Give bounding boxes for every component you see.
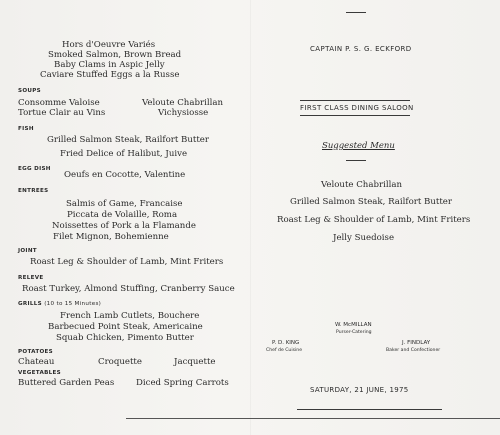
top-rule	[346, 12, 366, 13]
saloon-rule-top	[300, 100, 410, 101]
menu-item: Buttered Garden Peas	[18, 378, 115, 388]
purser-name: W. McMILLAN	[335, 322, 372, 328]
menu-item: Squab Chicken, Pimento Butter	[56, 333, 194, 343]
menu-item: Jacquette	[174, 357, 216, 367]
menu-item: Noissettes of Pork a la Flamande	[52, 221, 196, 231]
suggested-item: Jelly Suedoise	[333, 233, 395, 243]
menu-item: Chateau	[18, 357, 55, 367]
grills-note: (10 to 15 Minutes)	[44, 301, 102, 307]
date-rule	[297, 409, 442, 410]
menu-item: Salmis of Game, Francaise	[66, 199, 183, 209]
menu-item: Barbecued Point Steak, Americaine	[48, 322, 203, 332]
menu-item: Veloute Chabrillan	[142, 98, 223, 108]
menu-item: Tortue Clair au Vins	[18, 108, 106, 118]
menu-item: Smoked Salmon, Brown Bread	[48, 50, 182, 60]
suggested-item: Roast Leg & Shoulder of Lamb, Mint Friters	[277, 215, 471, 225]
suggested-item: Grilled Salmon Steak, Railfort Butter	[290, 197, 452, 207]
page-fold	[250, 0, 251, 435]
menu-item: Caviare Stuffed Eggs a la Russe	[40, 70, 180, 80]
section-header-entrees: ENTREES	[18, 188, 49, 194]
suggested-rule	[346, 160, 366, 161]
purser-title: Purser-Catering	[336, 330, 372, 335]
section-header-egg: EGG DISH	[18, 166, 51, 172]
menu-item: Filet Mignon, Bohemienne	[53, 232, 169, 242]
menu-item: Roast Leg & Shoulder of Lamb, Mint Friters	[30, 257, 224, 267]
section-header-releve: RELEVE	[18, 275, 44, 281]
menu-item: Consomme Valoise	[18, 98, 100, 108]
menu-item: Vichysiosse	[158, 108, 209, 118]
captain-name: CAPTAIN P. S. G. ECKFORD	[310, 45, 412, 53]
chef-title: Chef de Cuisine	[266, 348, 303, 353]
saloon-title: FIRST CLASS DINING SALOON	[300, 104, 414, 112]
menu-item: Baby Clams in Aspic Jelly	[54, 60, 165, 70]
baker-title: Baker and Confectioner	[386, 348, 441, 353]
menu-date: SATURDAY, 21 JUNE, 1975	[310, 386, 409, 394]
menu-item: Grilled Salmon Steak, Railfort Butter	[47, 135, 209, 145]
suggested-item: Veloute Chabrillan	[321, 180, 402, 190]
section-header-fish: FISH	[18, 126, 34, 132]
menu-item: Oeufs en Cocotte, Valentine	[64, 170, 186, 180]
menu-item: Fried Delice of Halibut, Juive	[60, 149, 188, 159]
section-header-grills: GRILLS (10 to 15 Minutes)	[18, 301, 102, 307]
baker-name: J. FINDLAY	[402, 340, 431, 346]
bottom-rule	[126, 418, 500, 419]
menu-item: Hors d'Oeuvre Variés	[62, 40, 156, 50]
saloon-rule-bottom	[300, 115, 410, 116]
menu-item: French Lamb Cutlets, Bouchere	[60, 311, 200, 321]
section-header-joint: JOINT	[18, 248, 37, 254]
menu-item: Croquette	[98, 357, 142, 367]
section-header-potatoes: POTATOES	[18, 349, 53, 355]
menu-item: Diced Spring Carrots	[136, 378, 229, 388]
suggested-menu-heading: Suggested Menu	[322, 141, 395, 151]
section-header-soups: SOUPS	[18, 88, 41, 94]
menu-item: Roast Turkey, Almond Stuffing, Cranberry Sauce	[22, 284, 235, 294]
menu-item: Piccata de Volaille, Roma	[67, 210, 178, 220]
chef-name: P. D. KING	[272, 340, 300, 346]
section-header-vegetables: VEGETABLES	[18, 370, 61, 376]
